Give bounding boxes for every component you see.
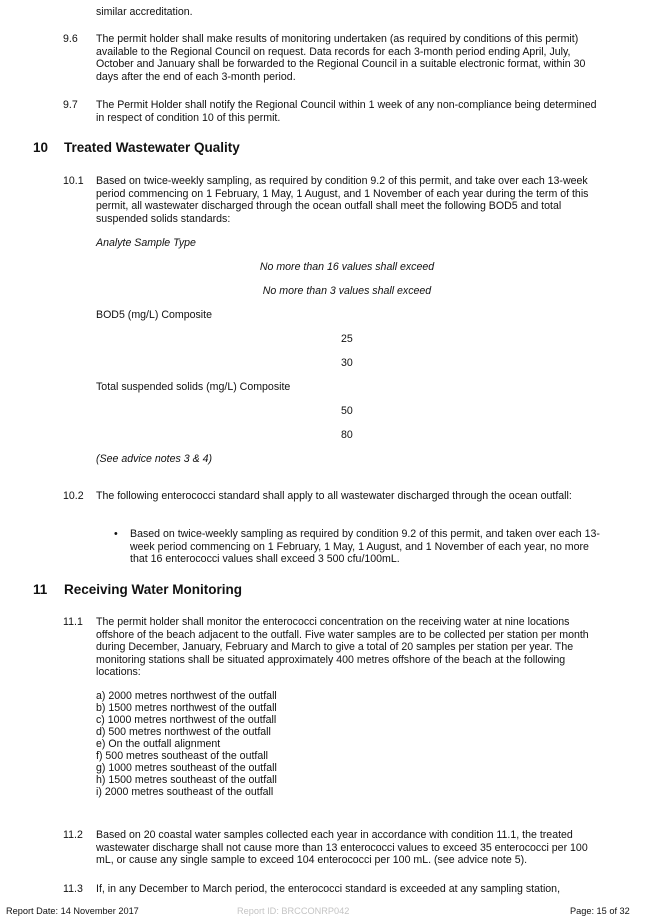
condition-number-10-1: 10.1 — [63, 175, 84, 187]
condition-number-9-6: 9.6 — [63, 33, 78, 45]
bod5-value-1: 25 — [341, 333, 353, 345]
condition-text-11-1: The permit holder shall monitor the enterococci concentration on the receiving water at nine locations offshore of the beach adjacent to the outfall. Five water samples are to be collected per station per month during December, January, February and March to give a total of 20 samples per station per year. The monitoring stations shall be situated approximately 400 metres offshore of the beach at the following locations: — [96, 616, 589, 679]
location-item: b) 1500 metres northwest of the outfall — [96, 702, 277, 714]
advice-note: (See advice notes 3 & 4) — [96, 453, 213, 465]
tss-value-1: 50 — [341, 405, 353, 417]
tss-label: Total suspended solids (mg/L) Composite — [96, 381, 291, 393]
condition-text-9-6: The permit holder shall make results of monitoring undertaken (as required by conditions of this permit) available to the Regional Council on request. Data records for each 3-month period ending April, July, October and January shall be forwarded to the Regional Council in a suitable electronic format, within 30 days after the end of each 3-month period. — [96, 33, 586, 83]
condition-text-11-3: If, in any December to March period, the enterococci standard is exceeded at any sampling station, — [96, 883, 561, 895]
tss-value-2: 80 — [341, 429, 353, 441]
section-number-10: 10 — [33, 140, 49, 155]
location-item: e) On the outfall alignment — [96, 738, 221, 750]
condition-number-9-7: 9.7 — [63, 99, 78, 111]
condition-number-11-3: 11.3 — [63, 883, 83, 895]
footer-report-id: Report ID: BRCCONRP042 — [237, 906, 350, 916]
bod5-label: BOD5 (mg/L) Composite — [96, 309, 212, 321]
standards-header: Analyte Sample Type — [96, 237, 196, 249]
location-list — [96, 690, 604, 798]
condition-text-9-7: The Permit Holder shall notify the Regional Council within 1 week of any non-compliance being determined in respect of condition 10 of this permit. — [96, 99, 597, 124]
bod5-value-2: 30 — [341, 357, 353, 369]
location-item: c) 1000 metres northwest of the outfall — [96, 714, 277, 726]
footer-report-date: Report Date: 14 November 2017 — [6, 906, 139, 916]
section-number-11: 11 — [33, 582, 48, 597]
location-item: h) 1500 metres southeast of the outfall — [96, 774, 277, 786]
location-item: f) 500 metres southeast of the outfall — [96, 750, 268, 762]
condition-number-11-2: 11.2 — [63, 829, 83, 841]
location-item: i) 2000 metres southeast of the outfall — [96, 786, 274, 798]
section-title-10: Treated Wastewater Quality — [64, 140, 240, 155]
condition-text-11-2: Based on 20 coastal water samples collected each year in accordance with condition 11.1, the treated wastewater discharge shall not cause more than 13 enterococci values to exceed 35 enterococci per 100 mL, or cause any single sample to exceed 104 enterococci per 100 mL. (see advice note 5). — [96, 829, 588, 867]
continued-paragraph: similar accreditation. — [96, 6, 193, 18]
location-item: a) 2000 metres northwest of the outfall — [96, 690, 277, 702]
condition-text-10-2: The following enterococci standard shall apply to all wastewater discharged through the ocean outfall: — [96, 490, 572, 502]
standards-column-2: No more than 3 values shall exceed — [262, 285, 432, 297]
standards-column-1: No more than 16 values shall exceed — [259, 261, 435, 273]
condition-number-10-2: 10.2 — [63, 490, 84, 502]
section-title-11: Receiving Water Monitoring — [64, 582, 243, 597]
footer-page-number: Page: 15 of 32 — [570, 906, 630, 916]
bullet-text-10-2: Based on twice-weekly sampling as required by condition 9.2 of this permit, and taken over each 13-week period commencing on 1 February, 1 May, 1 August, and 1 November of each year, no more that 16 enterococci values shall exceed 3 500 cfu/100mL. — [130, 528, 600, 566]
bullet-marker: • — [114, 528, 118, 540]
condition-text-10-1: Based on twice-weekly sampling, as required by condition 9.2 of this permit, and take over each 13-week period commencing on 1 February, 1 May, 1 August, and 1 November of each year during the term of this permit, all wastewater discharged through the ocean outfall shall meet the following BOD5 and total suspended solids standards: — [96, 175, 589, 225]
location-item: d) 500 metres northwest of the outfall — [96, 726, 271, 738]
condition-number-11-1: 11.1 — [63, 616, 83, 628]
location-item: g) 1000 metres southeast of the outfall — [96, 762, 277, 774]
